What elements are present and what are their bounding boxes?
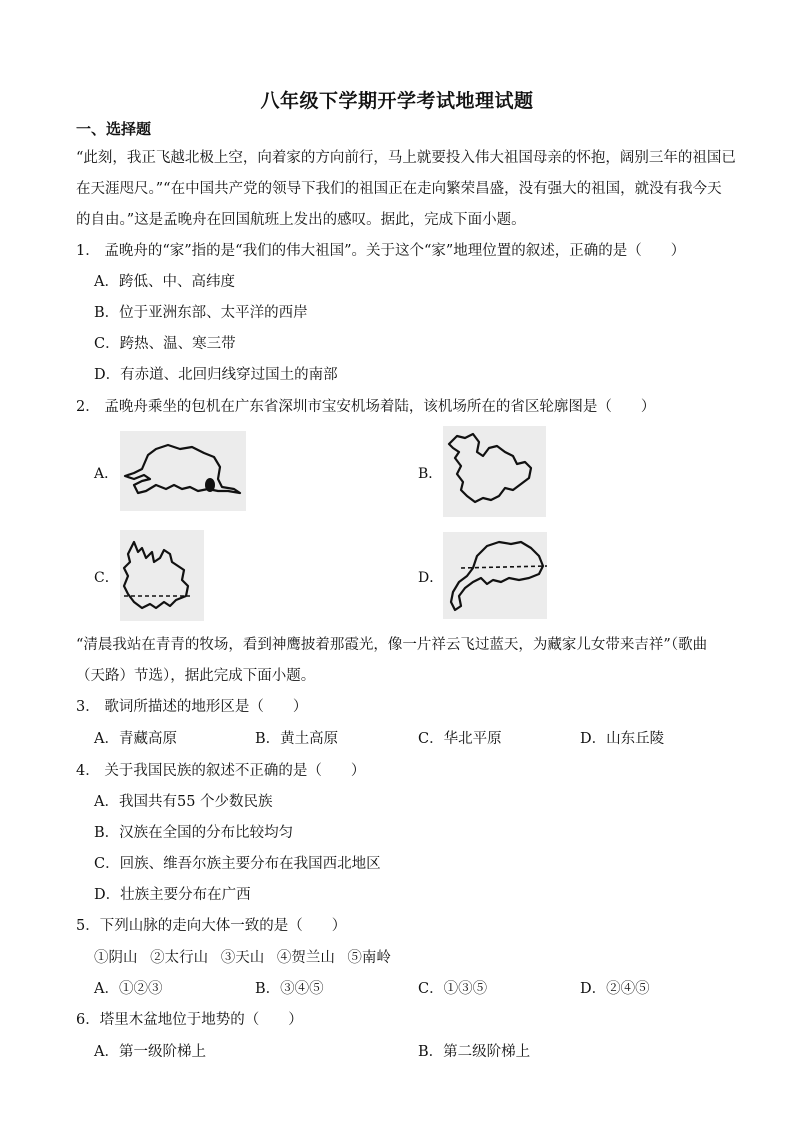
question-2-stem: 2． 孟晚舟乘坐的包机在广东省深圳市宝安机场着陆，该机场所在的省区轮廓图是（ ） xyxy=(76,399,656,415)
question-3-stem: 3． 歌词所描述的地形区是（ ） xyxy=(76,699,308,715)
question-5-option-a[interactable]: A．①②③ xyxy=(94,981,163,997)
province-outline-b-icon[interactable] xyxy=(443,426,546,517)
question-5-option-d[interactable]: D．②④⑤ xyxy=(580,981,650,997)
question-1-option-d[interactable]: D．有赤道、北回归线穿过国土的南部 xyxy=(94,367,338,383)
province-outline-c-icon[interactable] xyxy=(120,530,204,621)
question-5-option-b[interactable]: B．③④⑤ xyxy=(255,981,324,997)
province-outline-a-icon[interactable] xyxy=(120,431,246,511)
question-5-option-c[interactable]: C．①③⑤ xyxy=(418,981,488,997)
page-title: 八年级下学期开学考试地理试题 xyxy=(260,90,534,112)
passage1-line-1: “此刻，我正飞越北极上空，向着家的方向前行，马上就要投入伟大祖国母亲的怀抱，阔别三年的祖国已 xyxy=(76,150,736,166)
question-1-option-b[interactable]: B．位于亚洲东部、太平洋的西岸 xyxy=(94,305,308,321)
question-2-option-d-label[interactable]: D． xyxy=(418,570,444,586)
question-5-items: ①阴山 ②太行山 ③天山 ④贺兰山 ⑤南岭 xyxy=(94,950,391,966)
passage2-line-2: （天路）节选），据此完成下面小题。 xyxy=(76,668,316,684)
province-outline-d-icon[interactable] xyxy=(443,532,547,619)
question-1-option-a[interactable]: A．跨低、中、高纬度 xyxy=(94,274,235,290)
question-1-option-c[interactable]: C．跨热、温、寒三带 xyxy=(94,336,236,352)
passage1-line-2: 在天涯咫尺。”“在中国共产党的领导下我们的祖国正在走向繁荣昌盛，没有强大的祖国，就没有我今天 xyxy=(76,181,722,197)
question-4-stem: 4． 关于我国民族的叙述不正确的是（ ） xyxy=(76,763,366,779)
question-2-option-b-label[interactable]: B． xyxy=(418,466,443,482)
question-3-option-a[interactable]: A．青藏高原 xyxy=(94,731,177,747)
question-1-stem: 1． 孟晚舟的“家”指的是“我们的伟大祖国”。关于这个“家”地理位置的叙述，正确的是（ ） xyxy=(76,243,686,259)
section-heading: 一、选择题 xyxy=(76,120,152,138)
question-3-option-c[interactable]: C．华北平原 xyxy=(418,731,502,747)
question-2-option-c-label[interactable]: C． xyxy=(94,570,119,586)
question-4-option-c[interactable]: C．回族、维吾尔族主要分布在我国西北地区 xyxy=(94,856,381,872)
question-4-option-a[interactable]: A．我国共有55 个少数民族 xyxy=(94,794,273,810)
question-5-stem: 5．下列山脉的走向大体一致的是（ ） xyxy=(76,918,347,934)
question-4-option-d[interactable]: D．壮族主要分布在广西 xyxy=(94,887,251,903)
question-3-option-b[interactable]: B．黄土高原 xyxy=(255,731,339,747)
question-6-option-b[interactable]: B．第二级阶梯上 xyxy=(418,1044,531,1060)
question-4-option-b[interactable]: B．汉族在全国的分布比较均匀 xyxy=(94,825,294,841)
passage2-line-1: “清晨我站在青青的牧场，看到神鹰披着那霞光，像一片祥云飞过蓝天，为藏家儿女带来吉祥”（歌曲 xyxy=(76,637,708,653)
question-2-option-a-label[interactable]: A． xyxy=(94,466,119,482)
question-6-stem: 6．塔里木盆地位于地势的（ ） xyxy=(76,1012,303,1028)
question-6-option-a[interactable]: A．第一级阶梯上 xyxy=(94,1044,206,1060)
question-3-option-d[interactable]: D．山东丘陵 xyxy=(580,731,665,747)
passage1-line-3: 的自由。”这是孟晚舟在回国航班上发出的感叹。据此，完成下面小题。 xyxy=(76,212,526,228)
